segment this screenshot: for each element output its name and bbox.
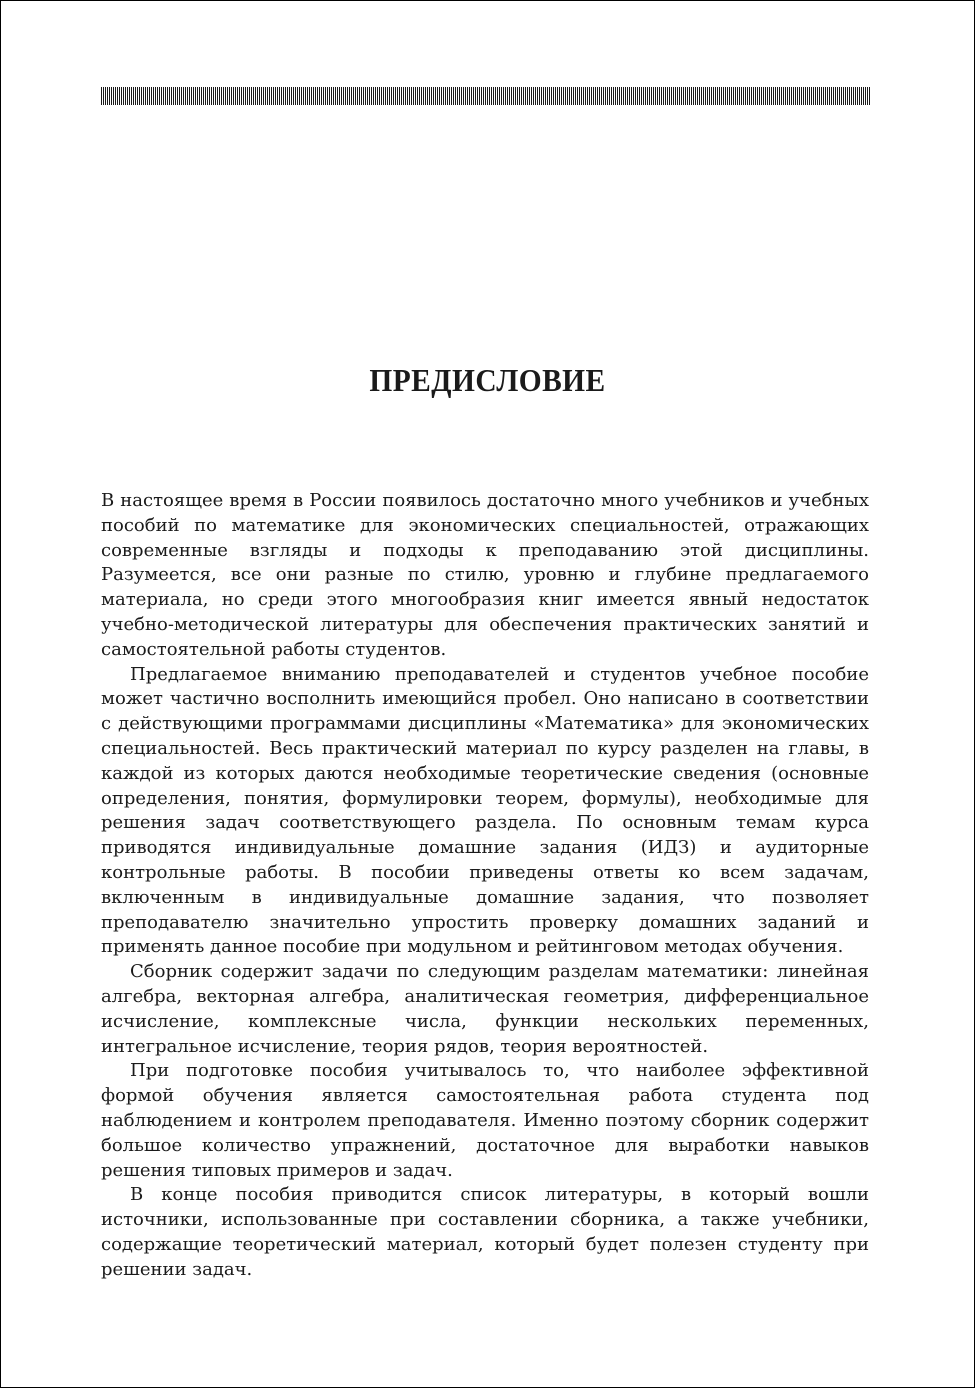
paragraph-2: Предлагаемое вниманию преподавателей и студентов учебное пособие может частично восполнить имеющийся пробел. Оно написано в соответствии с действующими программами дисциплины «Математика» для экономических специальностей. Весь практический материал по курсу разделен на главы, в каждой из которых даются необходимые теоретические сведения (основные определения, понятия, формулировки теорем, формулы), необходимые для решения задач соответствующего раздела. По основным темам курса приводятся индивидуальные домашние задания (ИДЗ) и аудиторные контрольные работы. В пособии приведены ответы ко всем задачам, включенным в индивидуальные домашние задания, что позволяет преподавателю значительно упростить проверку домашних заданий и применять данное пособие при модульном и рейтинговом методах обучения.: [101, 663, 869, 958]
page-title: ПРЕДИСЛОВИЕ: [369, 362, 606, 398]
paragraph-4: При подготовке пособия учитывалось то, что наиболее эффективной формой обучения является самостоятельная работа студента под наблюдением и контролем преподавателя. Именно поэтому сборник содержит большое количество упражнений, достаточное для выработки навыков решения типовых примеров и задач.: [101, 1060, 869, 1181]
paragraph-3: Сборник содержит задачи по следующим разделам математики: линейная алгебра, векторная алгебра, аналитическая геометрия, дифференциальное исчисление, комплексные числа, функции нескольких переменных, интегральное исчисление, теория рядов, теория вероятностей.: [101, 961, 869, 1057]
paragraph-1: В настоящее время в России появилось достаточно много учебников и учебных пособий по математике для экономических специальностей, отражающих современные взгляды и подходы к преподаванию этой дисциплины. Разумеется, все они разные по стилю, уровню и глубине предлагаемого материала, но среди этого многообразия книг имеется явный недостаток учебно-методической литературы для обеспечения практических занятий и самостоятельной работы студентов.: [101, 490, 869, 660]
decorative-header-rule: [101, 87, 871, 105]
paragraph-5: В конце пособия приводится список литературы, в который вошли источники, использованные при составлении сборника, а также учебники, содержащие теоретический материал, который будет полезен студенту при решении задач.: [101, 1184, 869, 1280]
preface-body: [101, 489, 869, 1283]
